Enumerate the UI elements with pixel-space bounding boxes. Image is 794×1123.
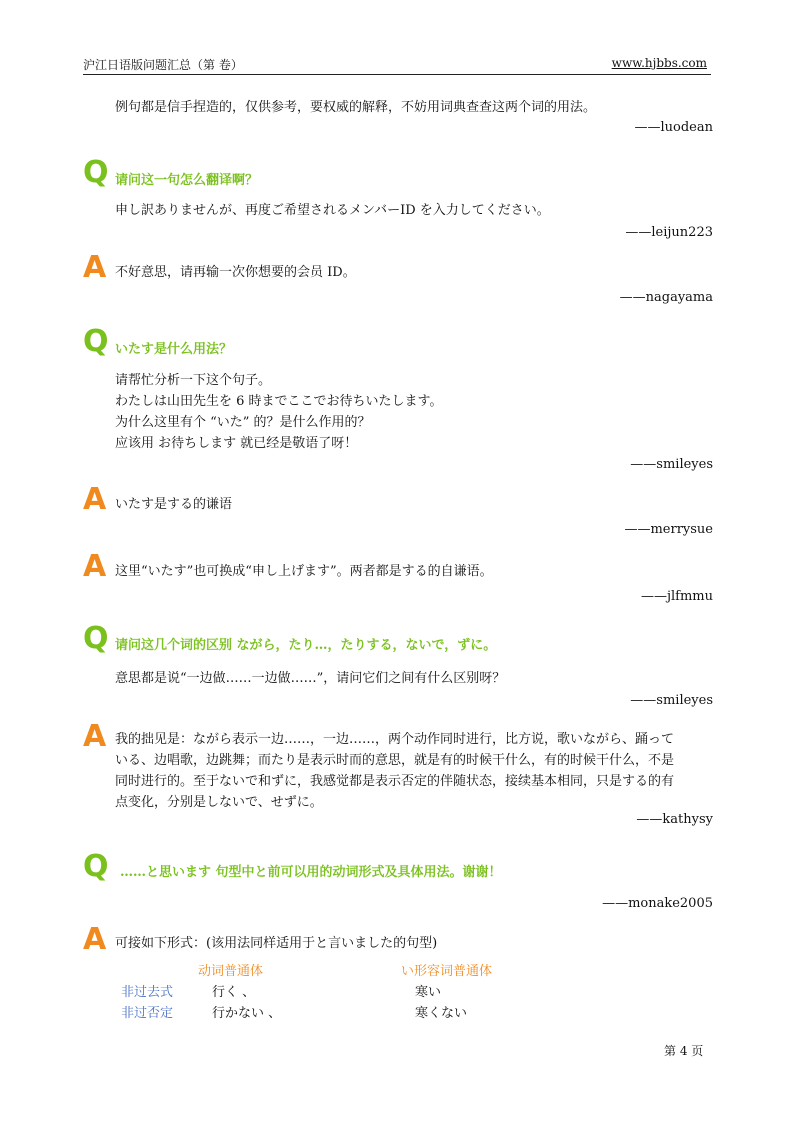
answer-marker: A — [83, 549, 107, 584]
site-link[interactable]: www.hjbbs.com — [611, 56, 707, 70]
answer-marker: A — [83, 922, 107, 957]
table-row-label: 非过去式 — [121, 985, 174, 1000]
question-line: 为什么这里有个 “いた” 的？是什么作用的？ — [115, 415, 371, 430]
answer-line: 点变化，分别是しないで、せずに。 — [115, 795, 323, 810]
question-line: わたしは山田先生を 6 時までここでお待ちいたします。 — [115, 394, 443, 409]
author-signature: ——monake2005 — [602, 896, 713, 911]
question-marker: Q — [83, 324, 109, 359]
table-cell: 寒い — [415, 985, 442, 1000]
answer-marker: A — [83, 250, 107, 285]
author-signature: ——jlfmmu — [640, 589, 713, 604]
author-signature: ——nagayama — [619, 290, 713, 305]
answer-marker: A — [83, 482, 107, 517]
question-title: いたす是什么用法？ — [115, 342, 233, 357]
document-title: 沪江日语版问题汇总（第 卷） — [83, 58, 243, 72]
answer-line: いる、边唱歌，边跳舞；而たり是表示时而的意思，就是有的时候干什么，有的时候干什么，不是 — [115, 753, 675, 768]
author-signature: ——luodean — [634, 120, 713, 135]
author-signature: ——merrysue — [624, 522, 713, 537]
page-header — [83, 56, 711, 75]
page-number: 第 4 页 — [664, 1044, 704, 1058]
question-marker: Q — [83, 621, 109, 656]
question-title: ……と思います 句型中と前可以用的动词形式及具体用法。谢谢！ — [120, 865, 502, 880]
answer-line: 同时进行的。至于ないで和ずに，我感觉都是表示否定的伴随状态，接续基本相同，只是する的有 — [115, 774, 675, 789]
answer-text: 不好意思，请再输一次你想要的会员 ID。 — [115, 265, 356, 280]
answer-text: 可接如下形式：(该用法同样适用于と言いました的句型) — [115, 936, 438, 951]
question-marker: Q — [83, 155, 109, 190]
question-title: 请问这几个词的区别 ながら，たり…，たりする，ないで，ずに。 — [115, 638, 497, 653]
answer-text: 这里“いたす”也可换成“申し上げます”。两者都是する的自谦语。 — [115, 564, 493, 579]
table-cell: 寒くない — [415, 1006, 468, 1021]
question-marker: Q — [83, 849, 109, 884]
answer-marker: A — [83, 719, 107, 754]
table-header-verb: 动词普通体 — [198, 964, 264, 979]
author-signature: ——kathysy — [636, 812, 713, 827]
table-row-label: 非过否定 — [121, 1006, 174, 1021]
question-body: 意思都是说“一边做……一边做……”，请问它们之间有什么区别呀？ — [115, 671, 506, 686]
author-signature: ——smileyes — [630, 457, 713, 472]
table-header-adjective: い形容词普通体 — [401, 964, 493, 979]
question-line: 请帮忙分析一下这个句子。 — [115, 373, 272, 388]
table-cell: 行く 、 — [212, 985, 256, 1000]
answer-text: いたす是する的谦语 — [115, 497, 233, 512]
author-signature: ——smileyes — [630, 693, 713, 708]
author-signature: ——leijun223 — [625, 225, 713, 240]
question-title: 请问这一句怎么翻译啊？ — [115, 173, 259, 188]
question-body: 申し訳ありませんが、再度ご希望されるメンバーID を入力してください。 — [115, 203, 550, 218]
intro-text: 例句都是信手捏造的，仅供参考，要权威的解释，不妨用词典查查这两个词的用法。 — [115, 100, 597, 115]
answer-line: 我的拙见是：ながら表示一边……，一边……，两个动作同时进行，比方说，歌いながら、踊って — [115, 732, 675, 747]
question-line: 应该用 お待ちします 就已经是敬语了呀！ — [115, 436, 358, 451]
table-cell: 行かない 、 — [212, 1006, 282, 1021]
